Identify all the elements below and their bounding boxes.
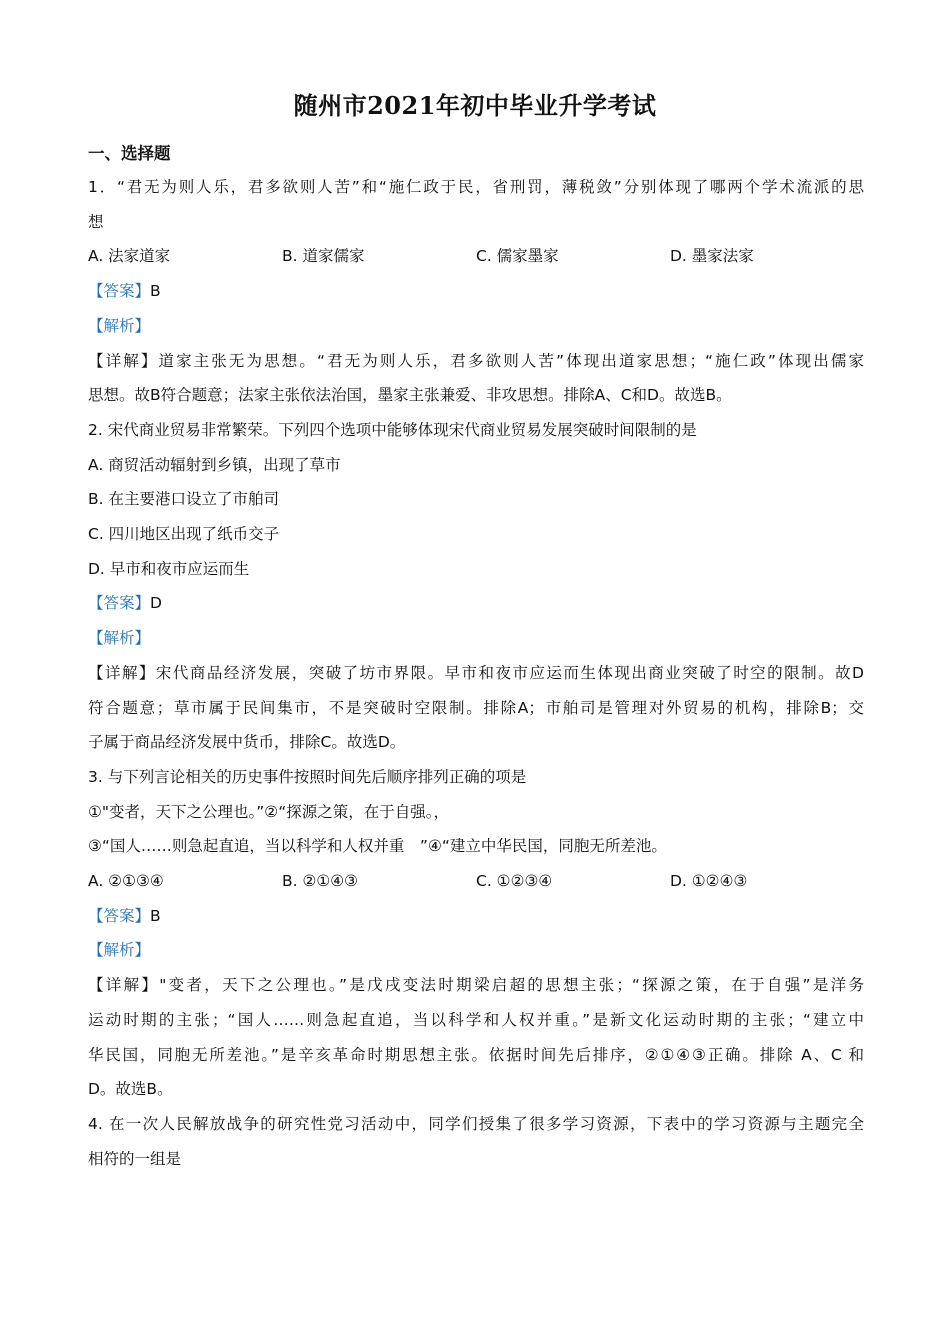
question-stem-line: 4. 在一次人民解放战争的研究性党习活动中，同学们授集了很多学习资源，下表中的学习资源与主题完全 [88, 1114, 864, 1133]
option-a: A. 法家道家 [88, 247, 171, 266]
option-d: D. ①②④③ [670, 872, 748, 891]
detail-line: 符合题意；草市属于民间集市，不是突破时空限制。排除A；市舶司是管理对外贸易的机构，排除B；交 [88, 698, 864, 717]
analysis-tag: 【解析】 [88, 316, 151, 335]
option-a: A. 商贸活动辐射到乡镇，出现了草市 [88, 455, 341, 474]
options-row [88, 239, 864, 274]
option-c: C. 儒家墨家 [476, 247, 559, 266]
answer-tag: 【答案】 [88, 594, 151, 613]
option-b: B. ②①④③ [282, 872, 359, 891]
detail-line: 华民国，同胞无所差池。”是辛亥革命时期思想主张。依据时间先后排序，②①④③正确。排除 A、C 和 [88, 1045, 864, 1064]
answer-value: B [150, 282, 161, 301]
detail-line: 思想。故B符合题意；法家主张依法治国，墨家主张兼爱、非攻思想。排除A、C和D。故选B。 [88, 386, 732, 405]
answer-value: D [150, 594, 162, 613]
answer-line [88, 899, 864, 934]
detail-line [88, 656, 864, 691]
detail-line [88, 968, 864, 1003]
option-d: D. 早市和夜市应运而生 [88, 559, 250, 578]
detail-tag: 【详解】 [88, 663, 156, 682]
detail-text: 宋代商品经济发展，突破了坊市界限。早市和夜市应运而生体现出商业突破了时空的限制。故D [155, 663, 864, 682]
question-4 [88, 1107, 864, 1176]
option-c: C. ①②③④ [476, 872, 553, 891]
question-2 [88, 413, 864, 760]
analysis-tag: 【解析】 [88, 941, 151, 960]
detail-tag: 【详解】 [88, 351, 159, 370]
question-stem-line: 2. 宋代商业贸易非常繁荣。下列四个选项中能够体现宋代商业贸易发展突破时间限制的是 [88, 420, 697, 439]
question-stem-line: ③“国人……则急起直追，当以科学和人权并重 ”④“建立中华民国，同胞无所差池。 [88, 837, 667, 856]
question-stem-line: 3. 与下列言论相关的历史事件按照时间先后顺序排列正确的项是 [88, 767, 527, 786]
detail-line: D。故选B。 [88, 1080, 173, 1099]
detail-line [88, 344, 864, 379]
options-row [88, 864, 864, 899]
option-d: D. 墨家法家 [670, 247, 754, 266]
detail-text: "变者，天下之公理也。”是戊戌变法时期梁启超的思想主张；“探源之策，在于自强”是洋务 [159, 976, 864, 995]
answer-line [88, 586, 864, 621]
question-1 [88, 170, 864, 413]
detail-tag: 【详解】 [88, 976, 160, 995]
option-c: C. 四川地区出现了纸币交子 [88, 525, 280, 544]
option-b: B. 在主要港口设立了市舶司 [88, 490, 279, 509]
option-a: A. ②①③④ [88, 872, 164, 891]
question-stem-line: 相符的一组是 [88, 1149, 182, 1168]
detail-line: 子属于商品经济发展中货币，排除C。故选D。 [88, 733, 406, 752]
answer-value: B [150, 906, 161, 925]
page-title: 随州市2021年初中毕业升学考试 [293, 91, 657, 120]
section-heading: 一、选择题 [88, 144, 171, 163]
question-stem-line: ①"变者，天下之公理也。”②“探源之策，在于自强。， [88, 802, 449, 821]
detail-line: 运动时期的主张；“国人……则急起直追，当以科学和人权并重。”是新文化运动时期的主张；“建立中 [88, 1010, 864, 1029]
option-b: B. 道家儒家 [282, 247, 365, 266]
answer-line [88, 274, 864, 309]
analysis-tag: 【解析】 [88, 629, 151, 648]
document-body [88, 138, 864, 1176]
question-stem-line: 1．“君无为则人乐，君多欲则人苦”和“施仁政于民，省刑罚，薄税敛”分别体现了哪两个学术流派的思 [88, 178, 864, 196]
detail-text: 道家主张无为思想。“君无为则人乐，君多欲则人苦”体现出道家思想；“施仁政”体现出儒家 [158, 351, 864, 370]
answer-tag: 【答案】 [88, 282, 151, 301]
answer-tag: 【答案】 [88, 906, 151, 925]
question-stem-line: 想 [88, 212, 104, 231]
question-3 [88, 760, 864, 1107]
